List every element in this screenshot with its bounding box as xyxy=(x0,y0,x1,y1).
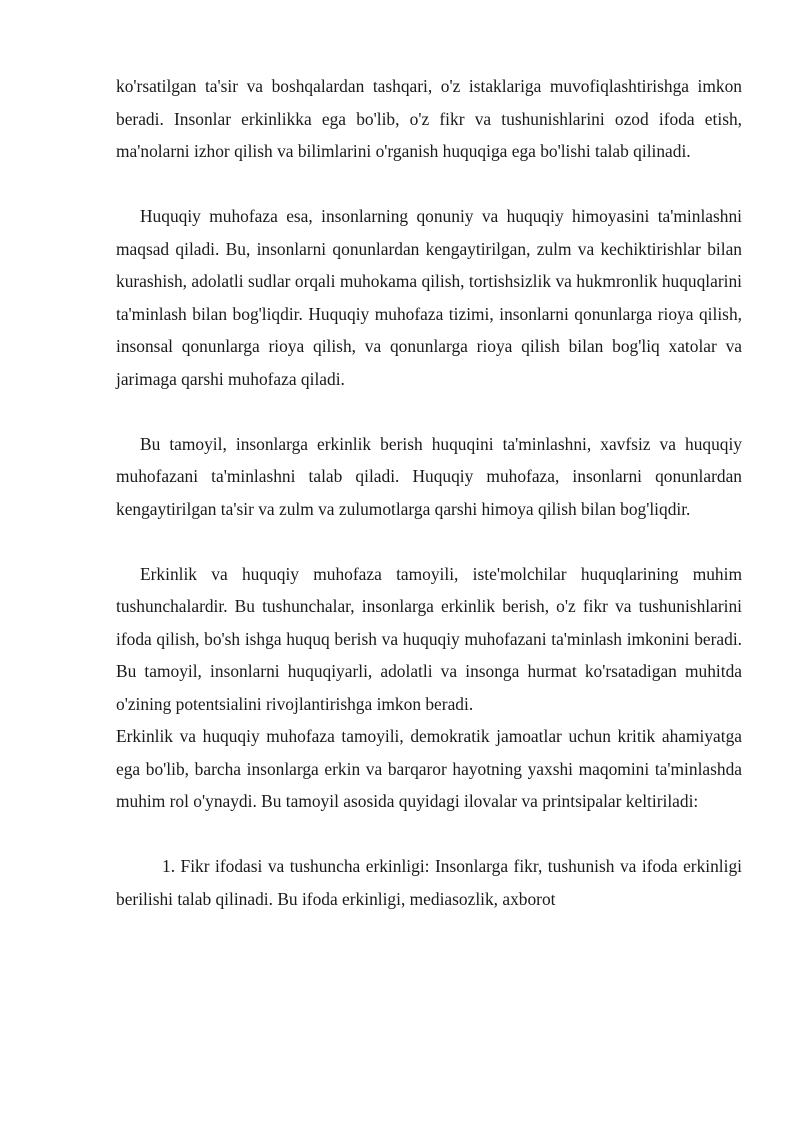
paragraph-5: Erkinlik va huquqiy muhofaza tamoyili, demokratik jamoatlar uchun kritik ahamiyatga ega bo'lib, barcha insonlarga erkin va barqaror hayotning yaxshi maqomini ta'minlashda muhim rol o'ynaydi. Bu tamoyil asosida quyidagi ilovalar va printsipalar keltiriladi: xyxy=(116,726,742,811)
paragraph-3: Bu tamoyil, insonlarga erkinlik berish huquqini ta'minlashni, xavfsiz va huquqiy muhofazani ta'minlashni talab qiladi. Huquqiy muhofaza, insonlarni qonunlardan kengaytirilgan ta'sir va zulm va zulumotlarga qarshi himoya qilish bilan bog'liqdir. xyxy=(116,433,742,519)
paragraph-4: Erkinlik va huquqiy muhofaza tamoyili, iste'molchilar huquqlarining muhim tushunchalardir. Bu tushunchalar, insonlarga erkinlik berish, o'z fikr va tushunishlarini ifoda qilish, bo'sh ishga huquq berish va huquqiy muhofazani ta'minlash imkonini beradi. Bu tamoyil, insonlarni huquqiyarli, adolatli va insonga hurmat ko'rsatadigan muhitda o'zining potentsialini rivojlantirishga imkon beradi. xyxy=(116,563,742,714)
document-body xyxy=(116,70,742,915)
paragraph-1: ko'rsatilgan ta'sir va boshqalardan tashqari, o'z istaklariga muvofiqlashtirishga imkon beradi. Insonlar erkinlikka ega bo'lib, o'z fikr va tushunishlarini ozod ifoda etish, ma'nolarni izhor qilish va bilimlarini o'rganish huquqiga ega bo'lishi talab qilinadi. xyxy=(116,76,742,161)
list-item-1: 1. Fikr ifodasi va tushuncha erkinligi: Insonlarga fikr, tushunish va ifoda erkinligi berilishi talab qilinadi. Bu ifoda erkinligi, mediasozlik, axborot xyxy=(116,856,742,909)
paragraph-2: Huquqiy muhofaza esa, insonlarning qonuniy va huquqiy himoyasini ta'minlashni maqsad qiladi. Bu, insonlarni qonunlardan kengaytirilgan, zulm va kechiktirishlar bilan kurashish, adolatli sudlar orqali muhokama qilish, tortishsizlik va hukmronlik huquqlarini ta'minlash bilan bog'liqdir. Huquqiy muhofaza tizimi, insonlarni qonunlarga rioya qilish, insonsal qonunlarga rioya qilish, va qonunlarga rioya qilish bilan bog'liq xatolar va jarimaga qarshi muhofaza qiladi. xyxy=(116,206,742,389)
